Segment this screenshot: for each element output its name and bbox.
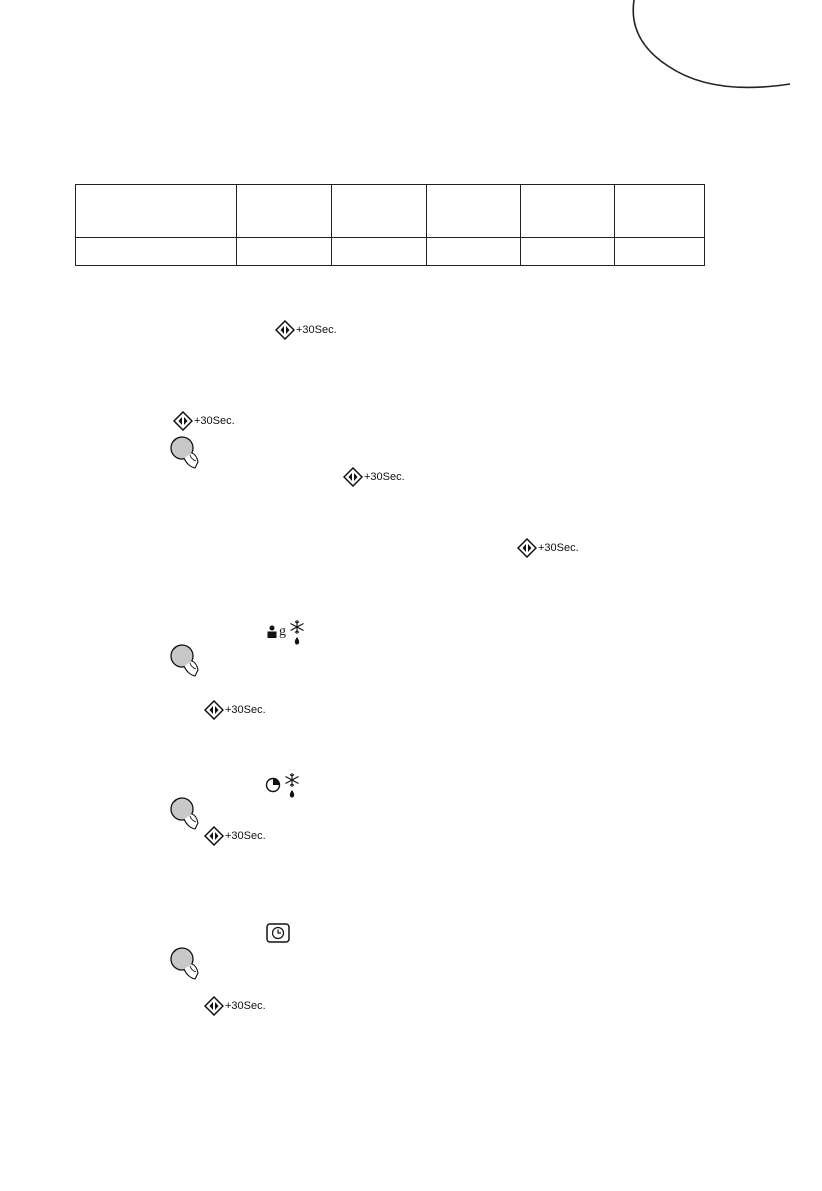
clock-icon xyxy=(266,923,290,943)
table-header-row xyxy=(76,185,705,238)
table-cell xyxy=(521,185,615,238)
weight-unit-letter: g xyxy=(279,624,286,639)
weight-defrost-icon xyxy=(266,619,305,645)
start-button-icon xyxy=(204,700,266,720)
start-button-label: +30Sec. xyxy=(225,829,266,842)
corner-arc-decoration xyxy=(620,0,822,100)
start-button-label: +30Sec. xyxy=(364,470,405,483)
start-button-label: +30Sec. xyxy=(194,414,235,427)
snowflake-drop-icon xyxy=(289,619,305,645)
pie-clock-icon xyxy=(265,777,281,793)
start-button-icon xyxy=(204,826,266,846)
start-diamond-icon xyxy=(343,467,363,487)
rotary-knob-hand-icon xyxy=(168,945,202,981)
snowflake-drop-icon xyxy=(284,772,300,798)
knob-icon xyxy=(168,642,202,678)
start-diamond-icon xyxy=(204,996,224,1016)
start-button-icon xyxy=(173,411,235,431)
table-cell xyxy=(521,238,615,266)
table-cell xyxy=(427,238,521,266)
start-diamond-icon xyxy=(173,411,193,431)
start-button-icon xyxy=(343,467,405,487)
table-cell xyxy=(237,185,332,238)
table-cell xyxy=(76,185,237,238)
table-cell xyxy=(332,185,427,238)
rotary-knob-hand-icon xyxy=(168,795,202,831)
clock-box-icon xyxy=(266,923,290,943)
table-cell xyxy=(427,185,521,238)
start-button-label: +30Sec. xyxy=(225,703,266,716)
knob-icon xyxy=(168,795,202,831)
knob-icon xyxy=(168,945,202,981)
start-button-icon xyxy=(204,996,266,1016)
time-defrost-icon xyxy=(265,772,300,798)
start-button-label: +30Sec. xyxy=(225,999,266,1012)
table-cell xyxy=(332,238,427,266)
start-button-label: +30Sec. xyxy=(538,541,579,554)
start-diamond-icon xyxy=(204,700,224,720)
table-cell xyxy=(76,238,237,266)
knob-icon xyxy=(168,434,202,470)
start-button-label: +30Sec. xyxy=(296,323,337,336)
rotary-knob-hand-icon xyxy=(168,434,202,470)
table-cell xyxy=(615,238,705,266)
start-button-icon xyxy=(275,320,337,340)
start-diamond-icon xyxy=(275,320,295,340)
start-button-icon xyxy=(517,538,579,558)
start-diamond-icon xyxy=(517,538,537,558)
table-cell xyxy=(237,238,332,266)
start-diamond-icon xyxy=(204,826,224,846)
table-row xyxy=(76,238,705,266)
power-level-table xyxy=(75,184,705,266)
weight-person-icon xyxy=(266,625,278,639)
rotary-knob-hand-icon xyxy=(168,642,202,678)
table-cell xyxy=(615,185,705,238)
